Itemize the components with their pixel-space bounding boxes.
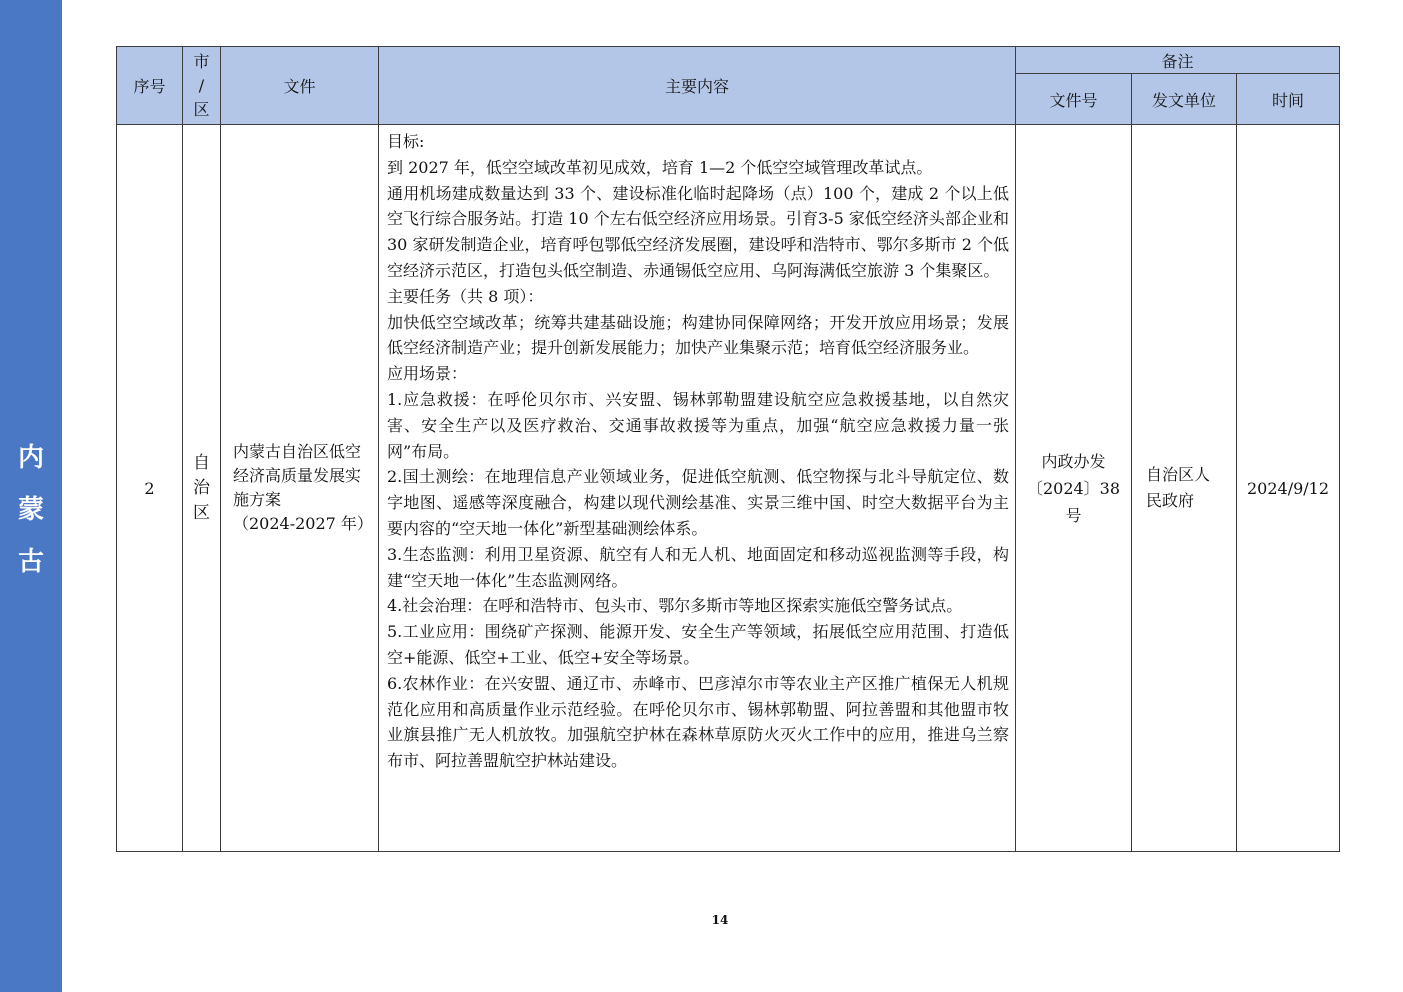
header-city-char: 市 xyxy=(193,51,210,71)
header-issuer: 发文单位 xyxy=(1132,74,1237,125)
header-city-char: / xyxy=(198,75,205,95)
content-paragraph: 3.生态监测：利用卫星资源、航空有人和无人机、地面固定和移动巡视监测等手段，构建“空天地一体化”生态监测网络。 xyxy=(387,544,1009,590)
row-city-char: 区 xyxy=(193,502,210,523)
header-doc-no: 文件号 xyxy=(1016,74,1132,125)
content-paragraph: 6.农林作业：在兴安盟、通辽市、赤峰市、巴彦淖尔市等农业主产区推广植保无人机规范化应用和高质量作业示范经验。在呼伦贝尔市、锡林郭勒盟、阿拉善盟和其他盟市牧业旗县推广无人机放牧。加强航空护林在森林草原防火灭火工作中的应用，推进乌兰察布市、阿拉善盟航空护林站建设。 xyxy=(387,673,1009,771)
content-paragraph: 5.工业应用：围绕矿产探测、能源开发、安全生产等领域，拓展低空应用范围、打造低空+能源、低空+工业、低空+安全等场景。 xyxy=(387,622,1009,667)
doc-no-line: 〔2024〕38 xyxy=(1026,478,1121,498)
row-seq: 2 xyxy=(117,125,183,852)
row-file-title xyxy=(221,125,379,852)
row-city xyxy=(183,125,221,852)
header-seq: 序号 xyxy=(117,47,183,125)
table-row xyxy=(117,125,1340,852)
header-remarks: 备注 xyxy=(1016,47,1340,74)
content-paragraph: 1.应急救援：在呼伦贝尔市、兴安盟、锡林郭勒盟建设航空应急救援基地，以自然灾害、安全生产以及医疗救治、交通事故救援等为重点，加强“航空应急救援力量一张网”布局。 xyxy=(387,389,1009,461)
header-city xyxy=(183,47,221,125)
file-title-text: 内蒙古自治区低空经济高质量发展实施方案 xyxy=(233,442,362,509)
page-number: 14 xyxy=(711,913,729,927)
policy-table xyxy=(116,46,1340,852)
row-city-char: 治 xyxy=(193,477,210,498)
content-paragraph: 应用场景： xyxy=(387,364,468,384)
row-doc-no xyxy=(1016,125,1132,852)
header-file: 文件 xyxy=(221,47,379,125)
doc-no-line: 内政办发 xyxy=(1041,451,1106,471)
region-char: 蒙 xyxy=(17,495,44,525)
content-paragraph: 主要任务（共 8 项）： xyxy=(387,286,544,306)
region-char: 古 xyxy=(17,547,44,577)
header-date: 时间 xyxy=(1237,74,1340,125)
row-issuer: 自治区人民政府 xyxy=(1132,125,1237,852)
content-paragraph: 到 2027 年，低空空域改革初见成效，培育 1—2 个低空空域管理改革试点。 xyxy=(387,157,933,177)
region-label xyxy=(0,432,62,588)
row-content xyxy=(379,125,1016,852)
content-paragraph: 目标: xyxy=(387,132,425,151)
row-date: 2024/9/12 xyxy=(1237,125,1340,852)
region-char: 内 xyxy=(17,443,44,473)
content-paragraph: 加快低空空域改革；统筹共建基础设施；构建协同保障网络；开发开放应用场景；发展低空经济制造产业；提升创新发展能力；加快产业集聚示范；培育低空经济服务业。 xyxy=(387,312,1009,358)
content-paragraph: 2.国土测绘：在地理信息产业领域业务，促进低空航测、低空物探与北斗导航定位、数字地图、遥感等深度融合，构建以现代测绘基准、实景三维中国、时空大数据平台为主要内容的“空天地一体化”新型基础测绘体系。 xyxy=(387,467,1009,538)
row-city-char: 自 xyxy=(193,452,210,473)
header-content: 主要内容 xyxy=(379,47,1016,125)
content-paragraph: 4.社会治理：在呼和浩特市、包头市、鄂尔多斯市等地区探索实施低空警务试点。 xyxy=(387,596,963,616)
file-title-year: （2024-2027 年） xyxy=(233,514,373,533)
header-city-char: 区 xyxy=(193,99,210,119)
doc-no-line: 号 xyxy=(1065,505,1082,525)
content-paragraph: 通用机场建成数量达到 33 个、建设标准化临时起降场（点）100 个，建成 2 个以上低空飞行综合服务站。打造 10 个左右低空经济应用场景。引育3-5 家低空经济头部企业和 30 家研发制造企业，培育呼包鄂低空经济发展圈，建设呼和浩特市、鄂尔多斯市 2 个低空经济示范区，打造包头低空制造、赤通锡低空应用、乌阿海满低空旅游 3 个集聚区。 xyxy=(387,183,1009,280)
